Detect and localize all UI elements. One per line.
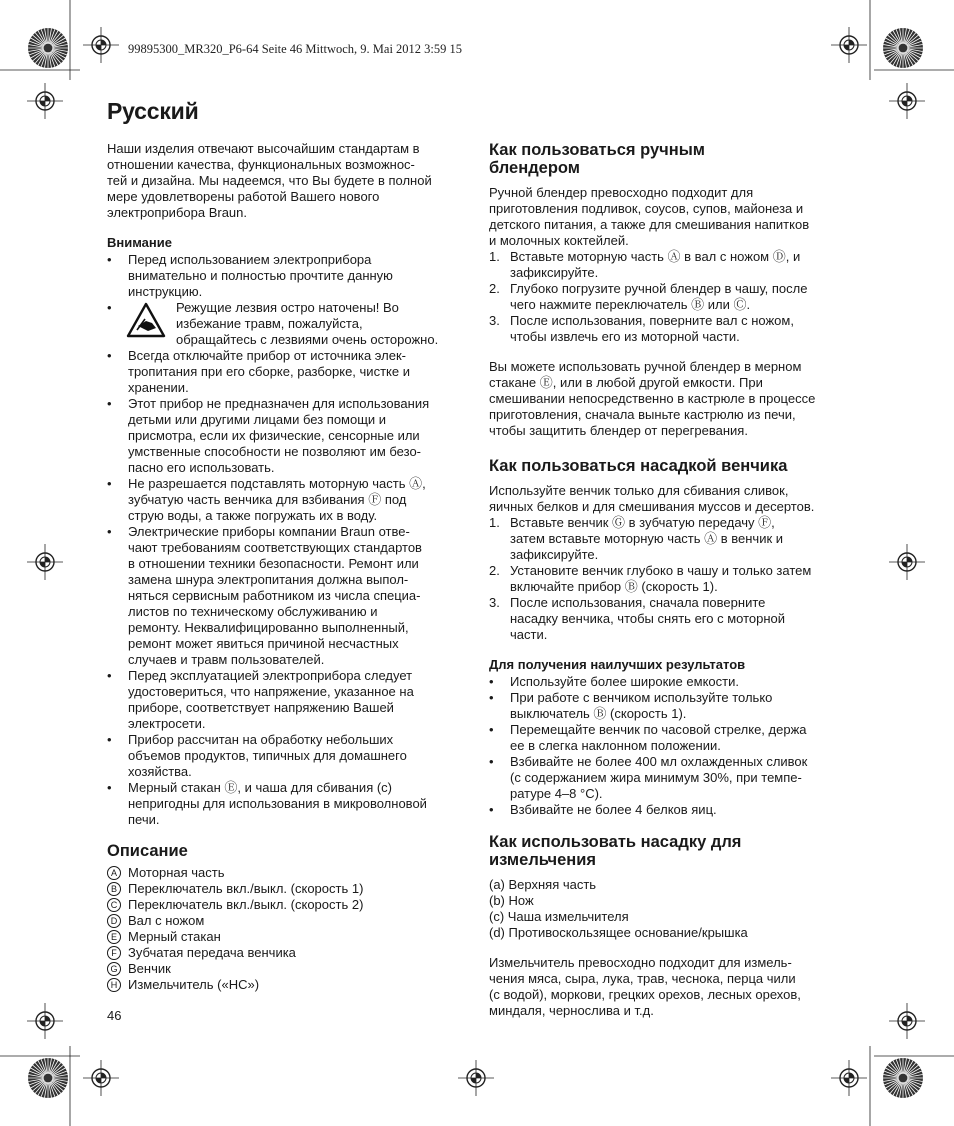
text-line: Всегда отключайте прибор от источника элек- bbox=[128, 348, 406, 363]
text-line: (с водой), моркови, грецких орехов, лесных орехов, bbox=[489, 987, 801, 1002]
text-line: Как использовать насадку для bbox=[489, 833, 742, 851]
bullet: • bbox=[107, 300, 112, 315]
description-item bbox=[107, 865, 465, 881]
text-line: Этот прибор не предназначен для использования bbox=[128, 396, 430, 411]
whisk-steps bbox=[489, 515, 847, 643]
text-line: Взбивайте не более 4 белков яиц. bbox=[510, 802, 717, 817]
attention-item bbox=[107, 732, 465, 780]
part-letter-badge: F bbox=[107, 946, 121, 960]
registration-star-center bbox=[44, 1074, 53, 1083]
text-line: Установите венчик глубоко в чашу и только затем bbox=[510, 563, 812, 578]
step-number: 2. bbox=[489, 563, 500, 578]
step-number: 3. bbox=[489, 313, 500, 328]
text-line: обращайтесь с лезвиями очень осторожно. bbox=[176, 332, 439, 347]
bullet: • bbox=[107, 732, 112, 747]
part-name: Мерный стакан bbox=[128, 929, 221, 944]
text-line: струю воды, а также погружать их в воду. bbox=[128, 508, 378, 523]
text-line: приборе, соответствует напряжению Вашей bbox=[128, 700, 394, 715]
right-column bbox=[489, 141, 847, 1033]
text-line: печи. bbox=[128, 812, 160, 827]
text-line: Глубоко погрузите ручной блендер в чашу, после bbox=[510, 281, 808, 296]
step-item bbox=[489, 515, 847, 563]
hand-blender-steps bbox=[489, 249, 847, 345]
attention-item bbox=[107, 348, 465, 396]
text-line: хозяйства. bbox=[128, 764, 192, 779]
bullet: • bbox=[107, 524, 112, 539]
text-line: тропитания при его сборке, разборке, чистке и bbox=[128, 364, 410, 379]
text-line: приготовления подливок, соусов, супов, майонеза и bbox=[489, 201, 804, 216]
page-title: Русский bbox=[107, 98, 199, 124]
bullet: • bbox=[107, 476, 112, 491]
part-name: Измельчитель («HC») bbox=[128, 977, 260, 992]
part-name: Переключатель вкл./выкл. (скорость 1) bbox=[128, 881, 364, 896]
text-line: ратуре 4–8 °C). bbox=[510, 786, 603, 801]
text-line: (с содержанием жира минимум 30%, при темпе- bbox=[510, 770, 802, 785]
attention-heading: Внимание bbox=[107, 235, 172, 250]
text-line: Вы можете использовать ручной блендер в мерном bbox=[489, 359, 802, 374]
bullet: • bbox=[107, 780, 112, 795]
text-line: детьми или другими лицами без помощи и bbox=[128, 412, 387, 427]
text-line: детского питания, а также для смешивания напитков bbox=[489, 217, 810, 232]
text-line: электроприбора Braun. bbox=[107, 205, 247, 220]
text-line: непригодны для использования в микроволновой bbox=[128, 796, 427, 811]
part-letter-badge: G bbox=[107, 962, 121, 976]
hand-blender-intro bbox=[489, 185, 847, 249]
text-line: блендером bbox=[489, 159, 580, 177]
text-line: внимательно и полностью прочтите данную bbox=[128, 268, 393, 283]
text-line: тей и дизайна. Мы надеемся, что Вы будете в полной bbox=[107, 173, 432, 188]
bullet: • bbox=[489, 802, 494, 817]
attention-item bbox=[107, 252, 465, 300]
description-item bbox=[107, 913, 465, 929]
text-line: ремонт может явиться причиной несчастных bbox=[128, 636, 399, 651]
tip-item bbox=[489, 690, 847, 722]
bullet: • bbox=[107, 348, 112, 363]
whisk-intro bbox=[489, 483, 847, 515]
step-item bbox=[489, 249, 847, 281]
text-line: листов по техническому обслуживанию и bbox=[128, 604, 378, 619]
text-line: Как пользоваться насадкой венчика bbox=[489, 457, 788, 475]
text-line: ее в слегка наклонном положении. bbox=[510, 738, 721, 753]
step-item bbox=[489, 313, 847, 345]
text-line: Как пользоваться ручным bbox=[489, 141, 706, 159]
attention-item bbox=[107, 524, 465, 668]
part-name: Переключатель вкл./выкл. (скорость 2) bbox=[128, 897, 364, 912]
text-line: Не разрешается подставлять моторную часть Ⓐ, bbox=[128, 476, 426, 491]
bullet: • bbox=[489, 722, 494, 737]
description-heading: Описание bbox=[107, 842, 188, 860]
part-letter-badge: C bbox=[107, 898, 121, 912]
text-line: Режущие лезвия остро наточены! Во bbox=[176, 300, 399, 315]
left-column bbox=[107, 141, 465, 993]
chopper-part: (b) Нож bbox=[489, 893, 534, 908]
tip-item bbox=[489, 722, 847, 754]
description-item bbox=[107, 881, 465, 897]
text-line: Перед эксплуатацией электроприбора следует bbox=[128, 668, 413, 683]
text-line: чают требованиям соответствующих стандартов bbox=[128, 540, 422, 555]
bullet: • bbox=[107, 668, 112, 683]
whisk-tips-list bbox=[489, 674, 847, 818]
step-number: 2. bbox=[489, 281, 500, 296]
text-line: Вставьте венчик Ⓖ в зубчатую передачу Ⓕ, bbox=[510, 515, 775, 530]
bullet: • bbox=[107, 252, 112, 267]
text-line: чего нажмите переключатель Ⓑ или Ⓒ. bbox=[510, 297, 751, 312]
chopper-part: (c) Чаша измельчителя bbox=[489, 909, 629, 924]
text-line: стакане Ⓔ, или в любой другой емкости. При bbox=[489, 375, 763, 390]
text-line: Наши изделия отвечают высочайшим стандартам в bbox=[107, 141, 420, 156]
text-line: насадку венчика, чтобы снять его с моторной bbox=[510, 611, 786, 626]
text-line: замена шнура электропитания должна выпол- bbox=[128, 572, 409, 587]
step-number: 1. bbox=[489, 249, 500, 264]
text-line: затем вставьте моторную часть Ⓐ в венчик и bbox=[510, 531, 784, 546]
text-line: приготовления, сначала выньте кастрюлю из печи, bbox=[489, 407, 796, 422]
description-item bbox=[107, 945, 465, 961]
text-line: удостовериться, что напряжение, указанное на bbox=[128, 684, 414, 699]
attention-item bbox=[107, 300, 465, 348]
hand-blender-note bbox=[489, 359, 847, 439]
part-name: Венчик bbox=[128, 961, 171, 976]
page-number: 46 bbox=[107, 1008, 122, 1023]
part-name: Зубчатая передача венчика bbox=[128, 945, 296, 960]
bullet: • bbox=[489, 674, 494, 689]
text-line: чтобы извлечь его из моторной части. bbox=[510, 329, 740, 344]
bullet: • bbox=[107, 396, 112, 411]
text-line: хранении. bbox=[128, 380, 189, 395]
text-line: части. bbox=[510, 627, 548, 642]
text-line: электросети. bbox=[128, 716, 206, 731]
bullet: • bbox=[489, 754, 494, 769]
chopper-part: (a) Верхняя часть bbox=[489, 877, 597, 892]
text-line: зафиксируйте. bbox=[510, 265, 599, 280]
text-line: Мерный стакан Ⓔ, и чаша для сбивания (c) bbox=[128, 780, 393, 795]
text-line: Перед использованием электроприбора bbox=[128, 252, 372, 267]
step-number: 3. bbox=[489, 595, 500, 610]
text-line: смешивании непосредственно в кастрюле в процессе bbox=[489, 391, 816, 406]
attention-list bbox=[107, 252, 465, 828]
text-line: отношении качества, функциональных возможнос- bbox=[107, 157, 415, 172]
text-line: присмотра, если их физические, сенсорные или bbox=[128, 428, 420, 443]
text-line: случаев и травм пользователей. bbox=[128, 652, 325, 667]
text-line: объемов продуктов, типичных для домашнего bbox=[128, 748, 407, 763]
chopper-text bbox=[489, 955, 847, 1019]
intro-paragraph bbox=[107, 141, 465, 221]
description-item bbox=[107, 977, 465, 993]
text-line: включайте прибор Ⓑ (скорость 1). bbox=[510, 579, 718, 594]
text-line: После использования, поверните вал с ножом, bbox=[510, 313, 794, 328]
text-line: выключатель Ⓑ (скорость 1). bbox=[510, 706, 687, 721]
description-item bbox=[107, 897, 465, 913]
attention-item bbox=[107, 668, 465, 732]
text-line: умственные способности не позволяют им безо- bbox=[128, 444, 422, 459]
description-item bbox=[107, 929, 465, 945]
part-letter-badge: E bbox=[107, 930, 121, 944]
text-line: пасно его использовать. bbox=[128, 460, 275, 475]
text-line: мере удовлетворены работой Вашего нового bbox=[107, 189, 380, 204]
tip-item bbox=[489, 674, 847, 690]
description-list bbox=[107, 865, 465, 993]
part-name: Моторная часть bbox=[128, 865, 225, 880]
attention-item bbox=[107, 396, 465, 476]
text-line: измельчения bbox=[489, 851, 596, 869]
step-number: 1. bbox=[489, 515, 500, 530]
text-line: Взбивайте не более 400 мл охлажденных сливок bbox=[510, 754, 808, 769]
text-line: инструкцию. bbox=[128, 284, 203, 299]
text-line: яичных белков и для смешивания муссов и десертов. bbox=[489, 499, 815, 514]
text-line: При работе с венчиком используйте только bbox=[510, 690, 773, 705]
step-item bbox=[489, 563, 847, 595]
part-letter-badge: H bbox=[107, 978, 121, 992]
sharp-blade-warning-icon bbox=[126, 302, 166, 338]
registration-star-center bbox=[44, 44, 53, 53]
tip-item bbox=[489, 802, 847, 818]
text-line: Перемещайте венчик по часовой стрелке, держа bbox=[510, 722, 807, 737]
text-line: Используйте более широкие емкости. bbox=[510, 674, 739, 689]
step-item bbox=[489, 595, 847, 643]
text-line: Электрические приборы компании Braun отве- bbox=[128, 524, 410, 539]
text-line: чения мяса, сыра, лука, трав, чеснока, перца чили bbox=[489, 971, 796, 986]
text-line: Измельчитель превосходно подходит для измель- bbox=[489, 955, 792, 970]
bullet: • bbox=[489, 690, 494, 705]
text-line: После использования, сначала поверните bbox=[510, 595, 766, 610]
whisk-tips-heading: Для получения наилучших результатов bbox=[489, 657, 746, 672]
text-line: ремонту. Неквалифицированно выполненный, bbox=[128, 620, 409, 635]
text-line: чтобы защитить блендер от перегревания. bbox=[489, 423, 748, 438]
attention-item bbox=[107, 476, 465, 524]
registration-star-center bbox=[899, 44, 908, 53]
description-item bbox=[107, 961, 465, 977]
part-letter-badge: B bbox=[107, 882, 121, 896]
tip-item bbox=[489, 754, 847, 802]
text-line: зафиксируйте. bbox=[510, 547, 599, 562]
text-line: в отношении техники безопасности. Ремонт или bbox=[128, 556, 419, 571]
registration-star-center bbox=[899, 1074, 908, 1083]
text-line: Ручной блендер превосходно подходит для bbox=[489, 185, 754, 200]
text-line: зубчатую часть венчика для взбивания Ⓕ под bbox=[128, 492, 407, 507]
text-line: Прибор рассчитан на обработку небольших bbox=[128, 732, 394, 747]
chopper-heading bbox=[489, 833, 847, 869]
text-line: Используйте венчик только для сбивания сливок, bbox=[489, 483, 789, 498]
text-line: няться сервисным работником из числа специа- bbox=[128, 588, 421, 603]
attention-item bbox=[107, 780, 465, 828]
text-line: миндаля, чернослива и т.д. bbox=[489, 1003, 654, 1018]
chopper-parts-list bbox=[489, 877, 847, 941]
step-item bbox=[489, 281, 847, 313]
hand-blender-heading bbox=[489, 141, 847, 177]
part-name: Вал с ножом bbox=[128, 913, 205, 928]
print-slug-line: 99895300_MR320_P6-64 Seite 46 Mittwoch, 9. Mai 2012 3:59 15 bbox=[128, 42, 463, 56]
text-line: Вставьте моторную часть Ⓐ в вал с ножом Ⓓ, и bbox=[510, 249, 801, 264]
whisk-heading bbox=[489, 457, 847, 475]
text-line: и молочных коктейлей. bbox=[489, 233, 629, 248]
part-letter-badge: A bbox=[107, 866, 121, 880]
text-line: избежание травм, пожалуйста, bbox=[176, 316, 363, 331]
chopper-part: (d) Противоскользящее основание/крышка bbox=[489, 925, 748, 940]
part-letter-badge: D bbox=[107, 914, 121, 928]
